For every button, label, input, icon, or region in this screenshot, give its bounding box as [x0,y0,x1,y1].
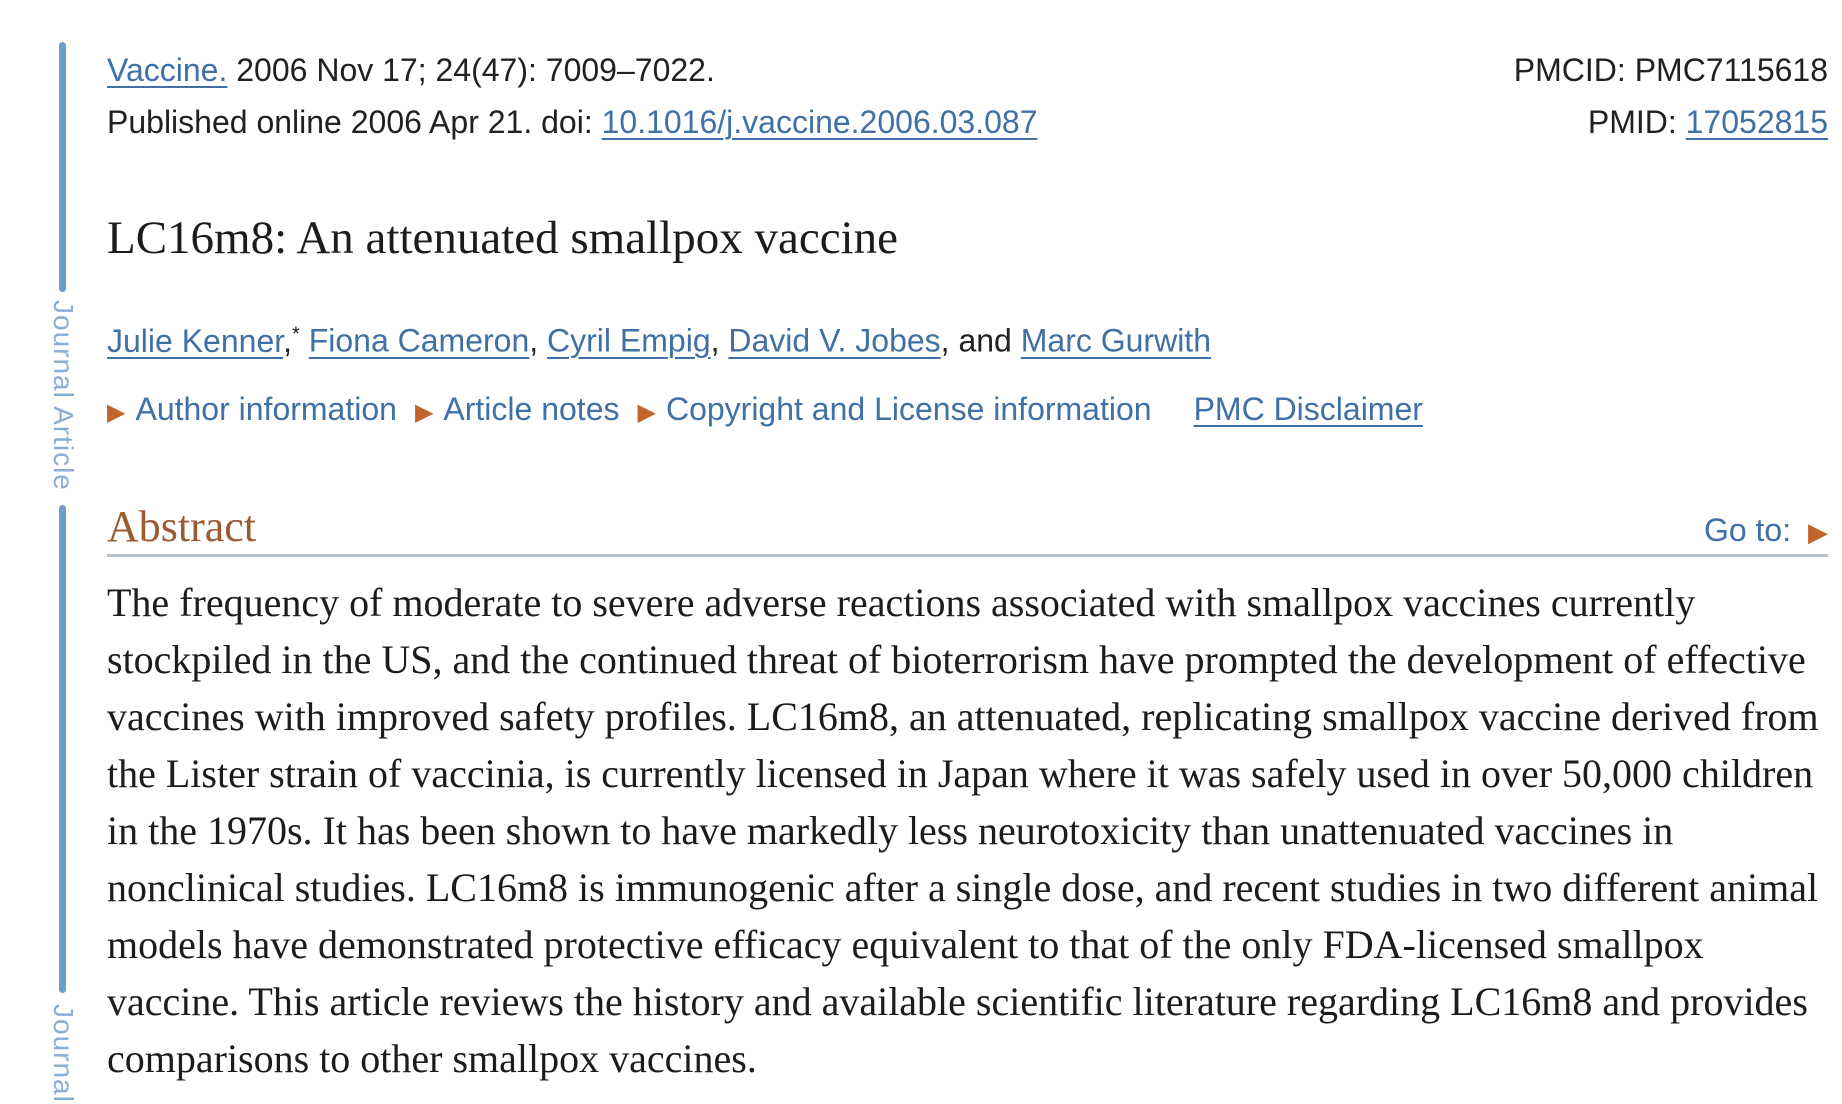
expander-copyright-license[interactable] [637,388,1151,434]
citation-block [107,44,1038,148]
pmcid-line [1514,44,1828,96]
author-footnote-marker: * [292,323,300,345]
abstract-text: The frequency of moderate to severe adverse reactions associated with smallpox vaccines currently stockpiled in the US, and the continued threat of bioterrorism have prompted the development of effective vaccines with improved safety profiles. LC16m8, an attenuated, replicating smallpox vaccine derived from the Lister strain of vaccinia, is currently licensed in Japan where it was safely used in over 50,000 children in the 1970s. It has been shown to have markedly less neurotoxicity than unattenuated vaccines in nonclinical studies. LC16m8 is immunogenic after a single dose, and recent studies in two different animal models have demonstrated protective efficacy equivalent to that of the only FDA-licensed smallpox vaccine. This article reviews the history and available scientific literature regarding LC16m8 and provides comparisons to other smallpox vaccines. [107,580,1819,1081]
goto-label: Go to: [1703,512,1800,548]
citation-date-issue-text: 2006 Nov 17; 24(47): 7009–7022. [227,52,715,88]
expander-article-notes[interactable] [415,388,620,434]
author-item [309,323,547,359]
author-separator [300,323,309,359]
author-item [1021,323,1211,359]
author-item [547,323,728,359]
expander-label: Article notes [443,391,620,427]
pmid-link[interactable]: 17052815 [1685,104,1828,140]
rail-line-middle [59,505,66,993]
expander-triangle-icon: ▶ [414,399,434,426]
journal-title-link[interactable]: Vaccine. [107,52,228,88]
expander-triangle-icon: ▶ [107,399,126,426]
doi-link[interactable]: 10.1016/j.vaccine.2006.03.087 [601,104,1038,140]
id-block [1514,44,1828,148]
sidebar-label-journal-article[interactable]: Journal Article [48,300,79,491]
author-separator: , [710,322,729,359]
author-item [107,323,309,359]
author-link-marc-gurwith[interactable]: Marc Gurwith [1020,322,1211,359]
published-online-line [107,96,1038,148]
expander-label: Copyright and License information [665,391,1152,427]
goto-link[interactable] [1704,512,1828,549]
published-online-text: Published online 2006 Apr 21. doi: [107,104,602,140]
pmcid-label: PMCID: [1513,52,1635,88]
journal-navigation-rail [0,0,100,1104]
pmid-line [1514,96,1828,148]
rail-line-top [59,42,66,292]
abstract-heading: Abstract [107,502,257,551]
author-item [728,323,1020,359]
pmcid-value: PMC7115618 [1634,52,1828,88]
article-title: LC16m8: An attenuated smallpox vaccine [107,212,898,264]
author-separator: , [529,322,548,359]
journal-citation-line [107,44,1038,96]
expander-label: Author information [135,391,397,427]
author-separator: , [283,322,293,359]
author-separator: , and [940,322,1021,359]
pmid-label: PMID: [1587,104,1686,140]
citation-banner [107,44,1828,148]
expander-author-information[interactable] [107,388,397,434]
goto-triangle-icon: ▶ [1808,517,1828,547]
author-link-cyril-empig[interactable]: Cyril Empig [547,322,711,359]
pmc-disclaimer-link[interactable]: PMC Disclaimer [1193,391,1423,427]
author-link-fiona-cameron[interactable]: Fiona Cameron [308,322,530,359]
article-content [107,0,1828,1104]
author-list [107,312,1828,363]
author-link-david-v-jobes[interactable]: David V. Jobes [728,322,941,359]
author-link-julie-kenner[interactable]: Julie Kenner [107,322,284,359]
expander-triangle-icon: ▶ [637,399,656,426]
sidebar-label-journal[interactable]: Journal [48,1004,79,1103]
abstract-section-header [107,500,1828,557]
article-meta-links [107,388,1828,434]
